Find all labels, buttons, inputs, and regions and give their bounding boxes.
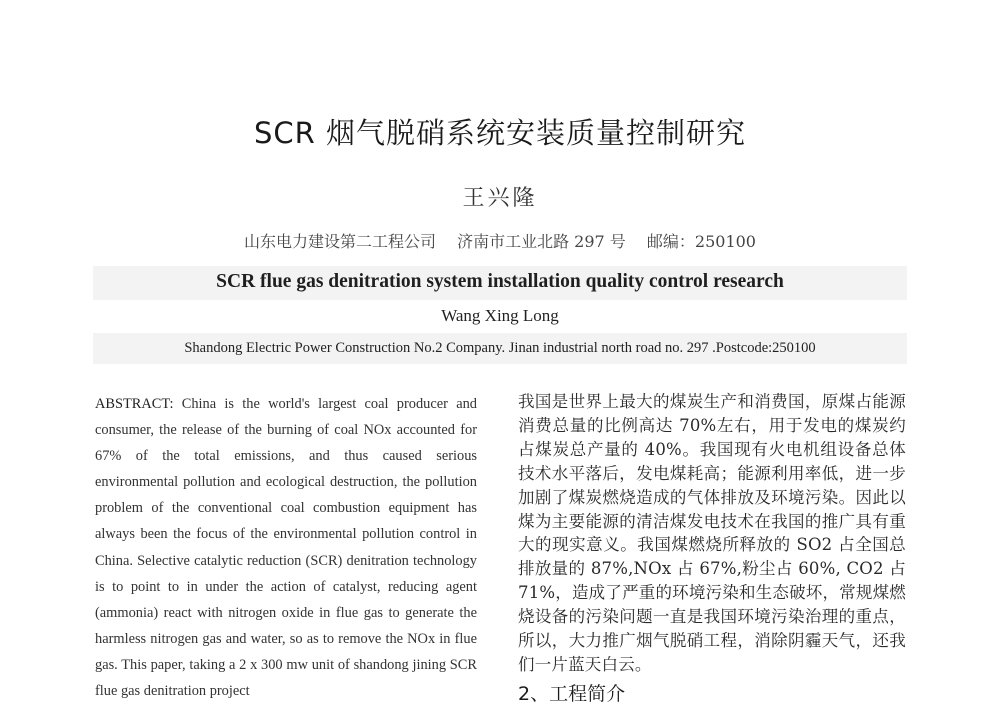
- affiliation-company-chinese: 山东电力建设第二工程公司: [243, 232, 436, 251]
- author-name-chinese: 王兴隆: [462, 186, 538, 211]
- section-heading-project-overview: 2、工程简介: [518, 683, 626, 705]
- affiliation-english: Shandong Electric Power Construction No.2 Company. Jinan industrial north road no. 297 .Postcode:250100: [184, 340, 816, 356]
- paper-title-english: SCR flue gas denitration system installation quality control research: [216, 271, 784, 292]
- affiliation-postcode-chinese: 邮编：250100: [646, 232, 756, 251]
- abstract-text: China is the world's largest coal producer and consumer, the release of the burning of coal NOx accounted for 67% of the total emissions, and thus caused serious environmental pollution and ecological destruction, the pollution problem of the conventional coal combustion equipment has always been the focus of the environmental pollution control in China. Selective catalytic reduction (SCR) denitration technology is to point to in under the action of catalyst, reducing agent (ammonia) react with nitrogen oxide in flue gas to generate the harmless nitrogen gas and water, so as to remove the NOx in flue gas. This paper, taking a 2 x 300 mw unit of shandong jining SCR flue gas denitration project: [95, 396, 477, 700]
- paper-title-chinese: SCR 烟气脱硝系统安装质量控制研究: [253, 116, 747, 150]
- author-name-english: Wang Xing Long: [441, 306, 559, 325]
- intro-paragraph-chinese: 我国是世界上最大的煤炭生产和消费国，原煤占能源消费总量的比例高达 70%左右，用于发电的煤炭约占煤炭总产量的 40%。我国现有火电机组设备总体技术水平落后，发电煤耗高；能源利用率低，进一步加剧了煤炭燃烧造成的气体排放及环境污染。因此以煤为主要能源的清洁煤发电技术在我国的推广具有重大的现实意义。我国煤燃烧所释放的 SO2 占全国总排放量的 87%,NOx 占 67%,粉尘占 60%, CO2 占 71%，造成了严重的环境污染和生态破坏，常规煤燃烧设备的污染问题一直是我国环境污染治理的重点，所以，大力推广烟气脱硝工程，消除阴霾天气，还我们一片蓝天白云。: [518, 392, 906, 674]
- abstract-label: ABSTRACT:: [95, 396, 174, 412]
- abstract-block: [95, 391, 477, 704]
- affiliation-chinese: [0, 229, 1000, 252]
- affiliation-address-chinese: 济南市工业北路 297 号: [457, 232, 626, 251]
